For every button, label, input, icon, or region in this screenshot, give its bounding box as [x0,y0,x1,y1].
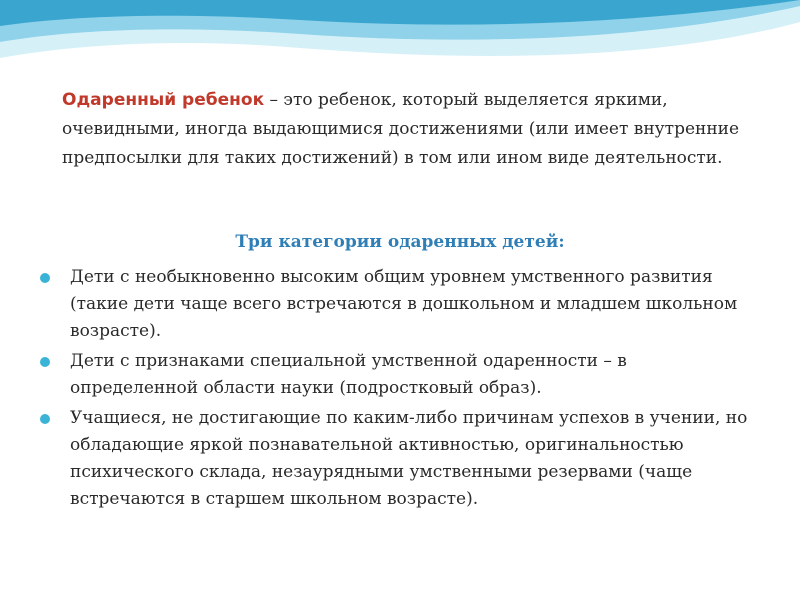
bullet-icon [40,273,50,283]
bullet-icon [40,357,50,367]
definition-text: – это ребенок, который выделяется яркими, очевидными, иногда выдающимися достижениями (или имеет внутренние предпосылки для таких достижений) в том или ином виде деятельности. [62,90,740,168]
list-item-text: Учащиеся, не достигающие по каким-либо причинам успехов в учении, но обладающие яркой познавательной активностью, оригинальностью психического склада, незаурядными умственными резервами (чаще встречаются в старшем школьном возрасте). [70,408,748,509]
definition-term: Одаренный ребенок [62,90,265,110]
list-item [38,264,758,345]
bullet-icon [40,414,50,424]
categories-list [38,264,758,516]
categories-subtitle: Три категории одаренных детей: [235,232,565,252]
list-item [38,348,758,402]
list-item [38,405,758,513]
definition-paragraph [62,86,762,173]
header-wave-decoration [0,0,800,80]
list-item-text: Дети с признаками специальной умственной одаренности – в определенной области науки (подростковый образ). [70,351,627,398]
list-item-text: Дети с необыкновенно высоким общим уровнем умственного развития (такие дети чаще всего встречаются в дошкольном и младшем школьном возрасте). [70,267,738,341]
